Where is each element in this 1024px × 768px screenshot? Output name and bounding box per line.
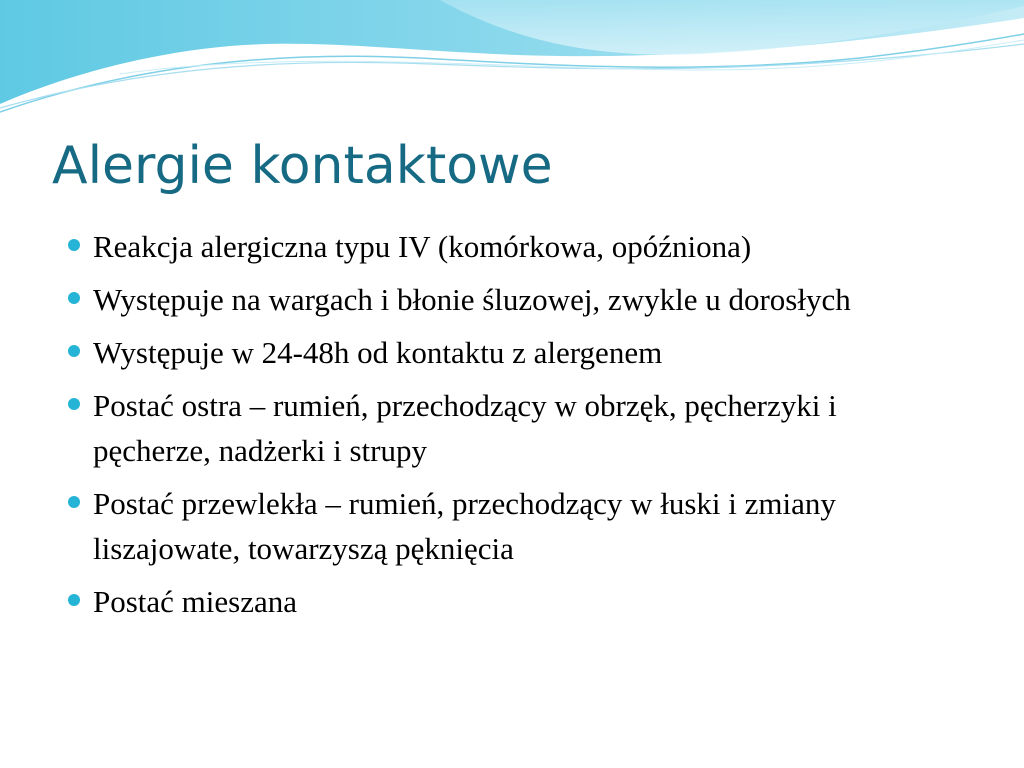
bullet-item-acute-form <box>62 383 962 473</box>
bullet-dot-icon <box>68 496 80 508</box>
bullet-list <box>62 224 962 632</box>
bullet-item-location <box>62 277 962 322</box>
slide-title: Alergie kontaktowe <box>52 136 553 196</box>
bullet-item-mixed-form <box>62 579 962 624</box>
bullet-dot-icon <box>68 239 80 251</box>
wave-header-decoration <box>0 0 1024 120</box>
bullet-text: Postać mieszana <box>93 584 298 619</box>
bullet-text: Reakcja alergiczna typu IV (komórkowa, opóźniona) <box>93 229 752 264</box>
bullet-text: Postać ostra – rumień, przechodzący w obrzęk, pęcherzyki i pęcherze, nadżerki i strupy <box>93 388 837 468</box>
bullet-dot-icon <box>68 398 80 410</box>
bullet-text: Występuje w 24-48h od kontaktu z alergenem <box>93 335 663 370</box>
bullet-dot-icon <box>68 292 80 304</box>
bullet-item-type <box>62 224 962 269</box>
bullet-dot-icon <box>68 345 80 357</box>
bullet-item-onset <box>62 330 962 375</box>
bullet-text: Występuje na wargach i błonie śluzowej, zwykle u dorosłych <box>93 282 851 317</box>
bullet-item-chronic-form <box>62 481 962 571</box>
bullet-text: Postać przewlekła – rumień, przechodzący w łuski i zmiany liszajowate, towarzyszą pęknięcia <box>93 486 836 566</box>
bullet-dot-icon <box>68 594 80 606</box>
